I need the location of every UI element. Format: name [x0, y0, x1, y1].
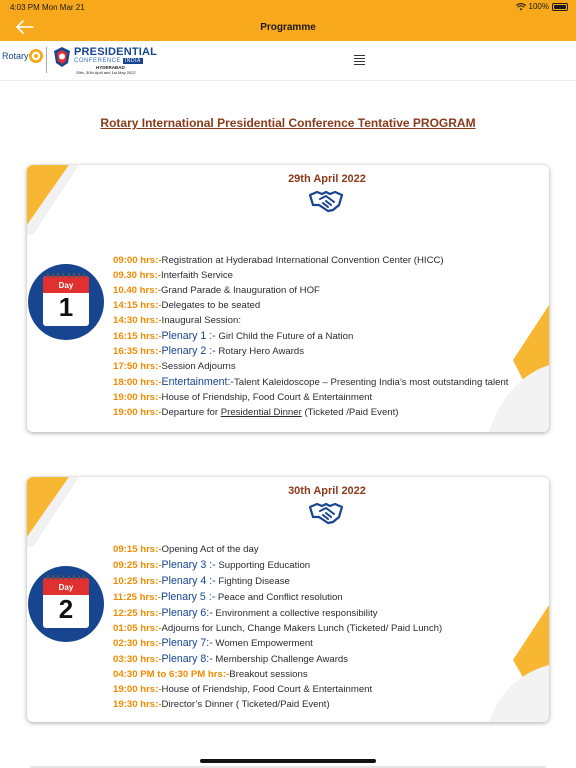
session-highlight: Entertainment:-	[161, 376, 234, 389]
rotary-wheel-icon	[28, 48, 44, 64]
schedule-row	[113, 698, 442, 713]
wifi-icon	[516, 3, 526, 11]
schedule-text: Breakout sessions	[229, 669, 308, 681]
day-date: 29th April 2022	[288, 173, 366, 185]
schedule-row	[113, 668, 442, 683]
schedule-row	[113, 284, 508, 299]
session-highlight: Plenary 6:-	[161, 606, 213, 619]
schedule-text: Membership Challenge Awards	[212, 654, 349, 666]
presidential-dinner-link[interactable]: Presidential Dinner	[220, 407, 302, 419]
calendar-icon	[43, 276, 89, 326]
session-highlight: Plenary 8:-	[161, 653, 213, 666]
schedule-row	[113, 269, 508, 284]
day-number: 1	[58, 292, 74, 322]
schedule-row	[113, 652, 442, 668]
session-highlight: Plenary 1 :-	[161, 329, 216, 342]
schedule-time: 14:30 hrs:-	[113, 314, 162, 326]
schedule-time: 19:00 hrs:-	[113, 684, 162, 696]
schedule-row	[113, 558, 442, 574]
schedule-time: 09.30 hrs:-	[113, 269, 161, 281]
schedule-text: Peace and Conflict resolution	[215, 591, 343, 603]
schedule-text: Adjourns for Lunch, Change Makers Lunch (Ticketed/ Paid Lunch)	[161, 622, 443, 634]
schedule-time: 09:00 hrs:-	[113, 255, 162, 266]
schedule-text: Environment a collective responsibility	[212, 607, 378, 619]
schedule-text: Departure for	[161, 407, 221, 419]
session-highlight: Plenary 7:-	[161, 637, 213, 650]
day-date: 30th April 2022	[288, 485, 366, 497]
calendar-icon	[43, 578, 89, 628]
app-bar	[0, 0, 576, 41]
battery-icon	[552, 3, 568, 11]
session-highlight: Plenary 2 :-	[161, 345, 216, 358]
schedule-row	[113, 254, 508, 269]
schedule-text: Delegates to be seated	[161, 299, 261, 311]
schedule-text: Registration at Hyderabad International Convention Center (HICC)	[161, 255, 444, 266]
conference-subtitle	[74, 58, 143, 64]
schedule-row	[113, 590, 442, 606]
schedule-row	[113, 636, 442, 652]
handshake-icon	[308, 501, 344, 525]
schedule-text: Fighting Disease	[215, 575, 290, 587]
schedule-text: Talent Kaleidoscope – Presenting India’s most outstanding talent	[233, 377, 509, 389]
rotary-logo-text: Rotary	[2, 51, 29, 61]
corner-triangle-decoration	[489, 605, 549, 722]
schedule-text: Opening Act of the day	[161, 544, 259, 555]
day-number: 2	[58, 594, 74, 624]
schedule-row	[113, 683, 442, 698]
schedule-time: 02:30 hrs:-	[113, 638, 162, 650]
schedule-time: 11:25 hrs:-	[113, 591, 161, 603]
schedule-time: 12:25 hrs:-	[113, 607, 162, 619]
conference-country: INDIA	[125, 58, 141, 64]
logo-divider	[46, 47, 47, 73]
schedule-time: 16:35 hrs:-	[113, 346, 162, 358]
schedule-time: 16:15 hrs:-	[113, 330, 162, 342]
schedule-row	[113, 360, 508, 375]
status-date: Mon Mar 21	[42, 3, 85, 12]
schedule-time: 09:25 hrs:-	[113, 559, 162, 571]
schedule-time: 19:00 hrs:-	[113, 392, 162, 404]
conference-subtitle-text: CONFERENCE	[74, 58, 122, 64]
schedule-text: Grand Parade & Inauguration of HOF	[161, 284, 320, 296]
schedule-row	[113, 299, 508, 314]
battery-percent: 100%	[528, 2, 549, 11]
schedule-text: Interfaith Service	[161, 269, 233, 281]
day-label: Day	[58, 281, 74, 290]
schedule-text: House of Friendship, Food Court & Entertainment	[161, 392, 373, 404]
status-time: 4:03 PM	[10, 3, 40, 12]
page-title: Programme	[260, 22, 316, 33]
conference-dates: 29th, 30th April and 1st May 2022	[76, 70, 136, 75]
day-1-schedule	[113, 254, 508, 421]
home-indicator[interactable]	[200, 759, 376, 763]
conference-title: PRESIDENTIAL	[74, 46, 158, 58]
schedule-row	[113, 606, 442, 622]
day-1-badge	[28, 264, 104, 340]
hamburger-menu-icon[interactable]	[354, 55, 365, 66]
schedule-text: Supporting Education	[215, 559, 311, 571]
schedule-time: 10.40 hrs:-	[113, 284, 161, 296]
conference-emblem-icon	[52, 46, 72, 68]
day-2-schedule	[113, 543, 442, 713]
schedule-time: 14:15 hrs:-	[113, 299, 162, 311]
schedule-time: 01:05 hrs:-	[113, 622, 162, 634]
schedule-text: Director’s Dinner ( Ticketed/Paid Event)	[161, 699, 330, 711]
schedule-row	[113, 406, 508, 421]
schedule-text: House of Friendship, Food Court & Entertainment	[161, 684, 373, 696]
schedule-row	[113, 314, 508, 329]
schedule-row	[113, 622, 442, 637]
schedule-time: 10:25 hrs:-	[113, 575, 162, 587]
schedule-text: Girl Child the Future of a Nation	[215, 330, 354, 342]
conference-city: HYDERABAD	[96, 65, 125, 70]
session-highlight: Plenary 3 :-	[161, 558, 216, 571]
schedule-time: 19:30 hrs:-	[113, 699, 162, 711]
handshake-icon	[308, 189, 344, 213]
schedule-row	[113, 375, 508, 391]
day-label: Day	[58, 583, 74, 592]
schedule-row	[113, 574, 442, 590]
schedule-row	[113, 543, 442, 558]
schedule-text-after: (Ticketed /Paid Event)	[301, 407, 399, 419]
program-heading: Rotary International Presidential Conference Tentative PROGRAM	[100, 116, 476, 130]
schedule-time: 09:15 hrs:-	[113, 544, 162, 555]
status-indicators	[516, 2, 568, 11]
schedule-text: Women Empowerment	[212, 638, 313, 650]
schedule-text: Session Adjourns	[161, 361, 236, 373]
schedule-row	[113, 391, 508, 406]
schedule-time: 19:00 hrs:-	[113, 407, 162, 419]
schedule-time: 17:50 hrs:-	[113, 361, 162, 373]
schedule-time: 04:30 PM to 6:30 PM hrs:-	[113, 669, 230, 681]
schedule-time: 18:00 hrs:-	[113, 377, 162, 389]
schedule-row	[113, 329, 508, 345]
session-highlight: Plenary 4 :-	[161, 574, 216, 587]
logo-bar	[0, 41, 576, 81]
schedule-text: Rotary Hero Awards	[215, 346, 305, 358]
session-highlight: Plenary 5 :-	[161, 590, 216, 603]
schedule-text: Inaugural Session:	[161, 314, 241, 326]
schedule-row	[113, 344, 508, 360]
schedule-time: 03:30 hrs:-	[113, 654, 162, 666]
day-2-badge	[28, 566, 104, 642]
